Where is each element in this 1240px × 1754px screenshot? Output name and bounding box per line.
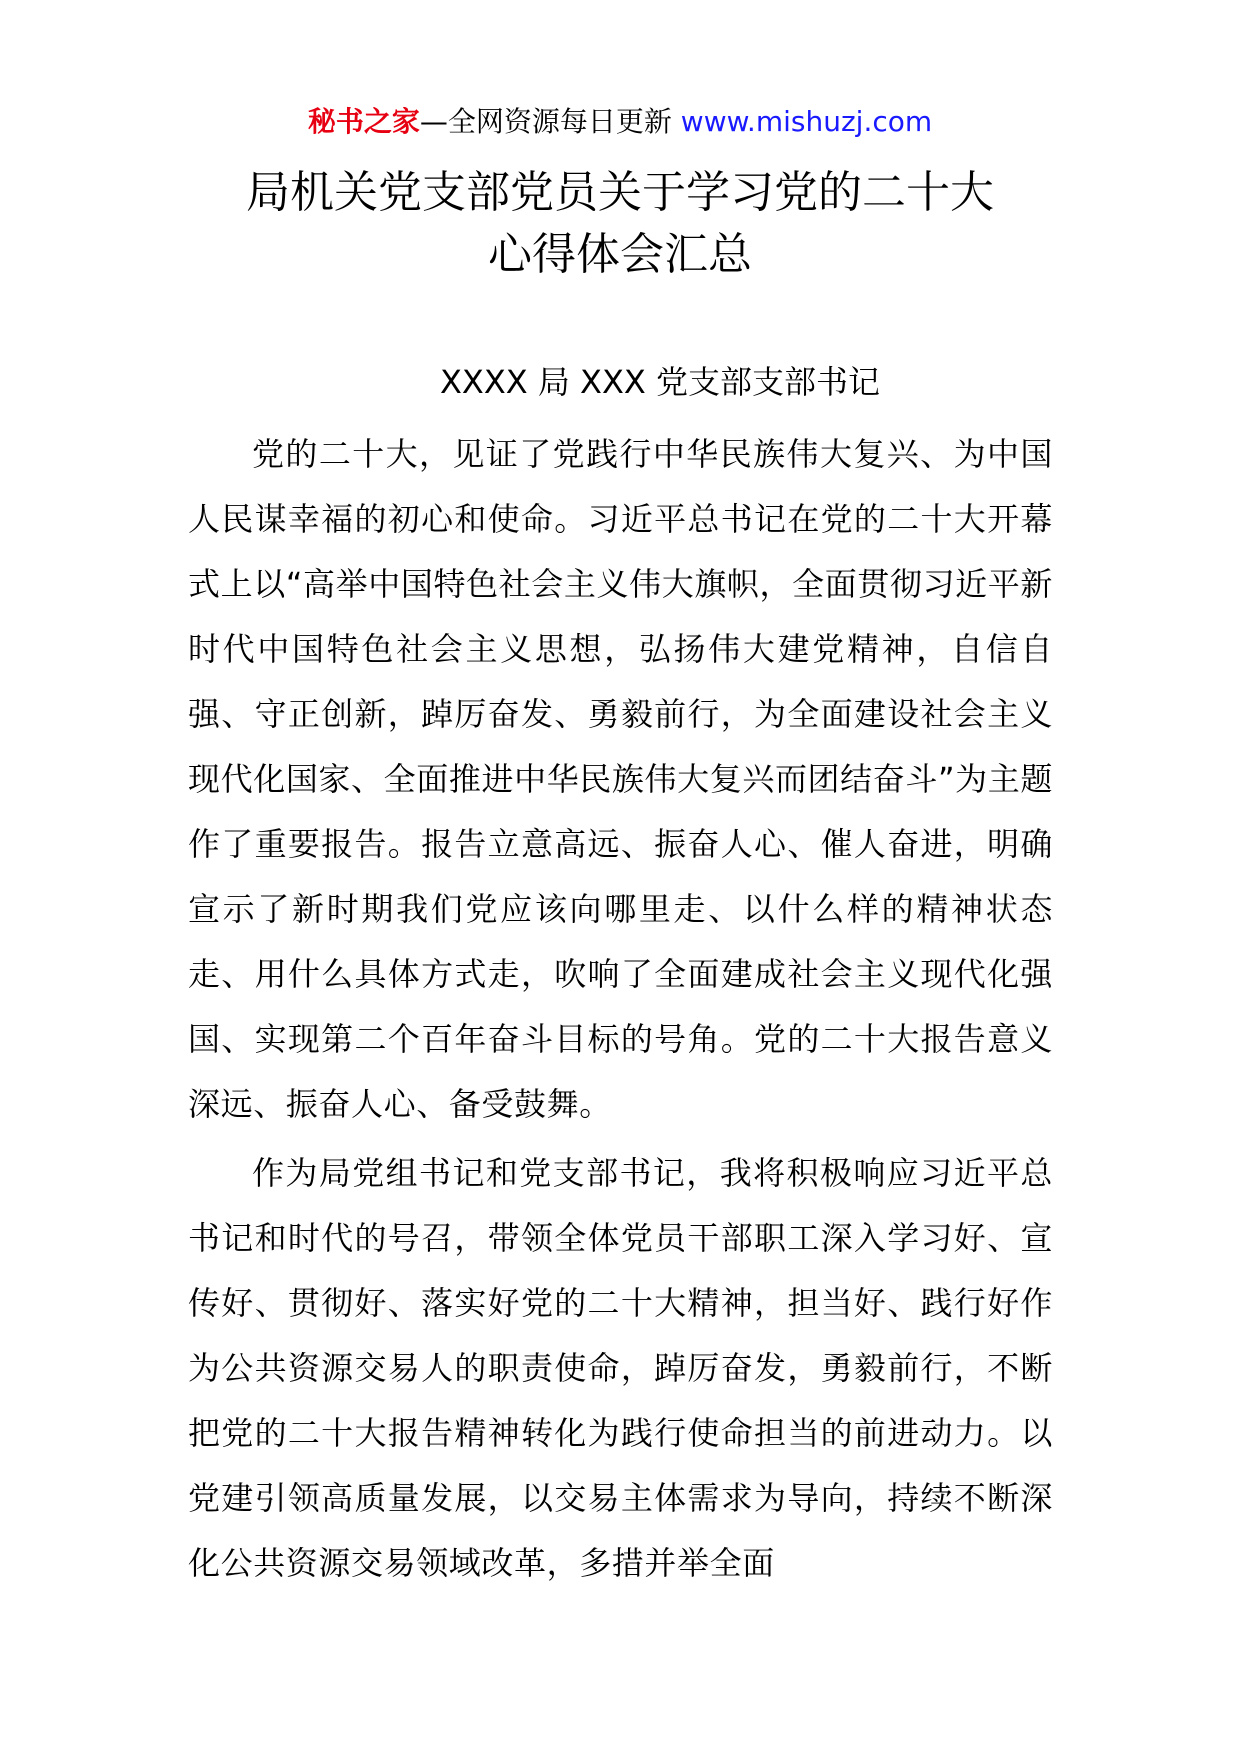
title-line-2: 心得体会汇总 <box>488 229 752 280</box>
site-url-link[interactable]: www.mishuzj.com <box>680 105 933 138</box>
document-title <box>190 162 1050 286</box>
header-tagline: —全网资源每日更新 <box>419 105 672 138</box>
paragraph-1: 党的二十大，见证了党践行中华民族伟大复兴、为中国人民谋幸福的初心和使命。习近平总书记在党的二十大开幕式上以“高举中国特色社会主义伟大旗帜，全面贯彻习近平新时代中国特色社会主义思想，弘扬伟大建党精神，自信自强、守正创新，踔厉奋发、勇毅前行，为全面建设社会主义现代化国家、全面推进中华民族伟大复兴而团结奋斗”为主题作了重要报告。报告立意高远、振奋人心、催人奋进，明确宣示了新时期我们党应该向哪里走、以什么样的精神状态走、用什么具体方式走，吹响了全面建成社会主义现代化强国、实现第二个百年奋斗目标的号角。党的二十大报告意义深远、振奋人心、备受鼓舞。 <box>188 435 1053 1123</box>
paragraph-2: 作为局党组书记和党支部书记，我将积极响应习近平总书记和时代的号召，带领全体党员干部职工深入学习好、宣传好、贯彻好、落实好党的二十大精神，担当好、践行好作为公共资源交易人的职责使命，踔厉奋发，勇毅前行，不断把党的二十大报告精神转化为践行使命担当的前进动力。以党建引领高质量发展，以交易主体需求为导向，持续不断深化公共资源交易领域改革，多措并举全面 <box>188 1154 1053 1582</box>
title-line-1: 局机关党支部党员关于学习党的二十大 <box>246 167 994 218</box>
author-line: XXXX 局 XXX 党支部支部书记 <box>440 363 880 401</box>
document-body <box>188 422 1053 1600</box>
brand-name: 秘书之家 <box>307 105 420 138</box>
header-banner <box>0 102 1240 142</box>
